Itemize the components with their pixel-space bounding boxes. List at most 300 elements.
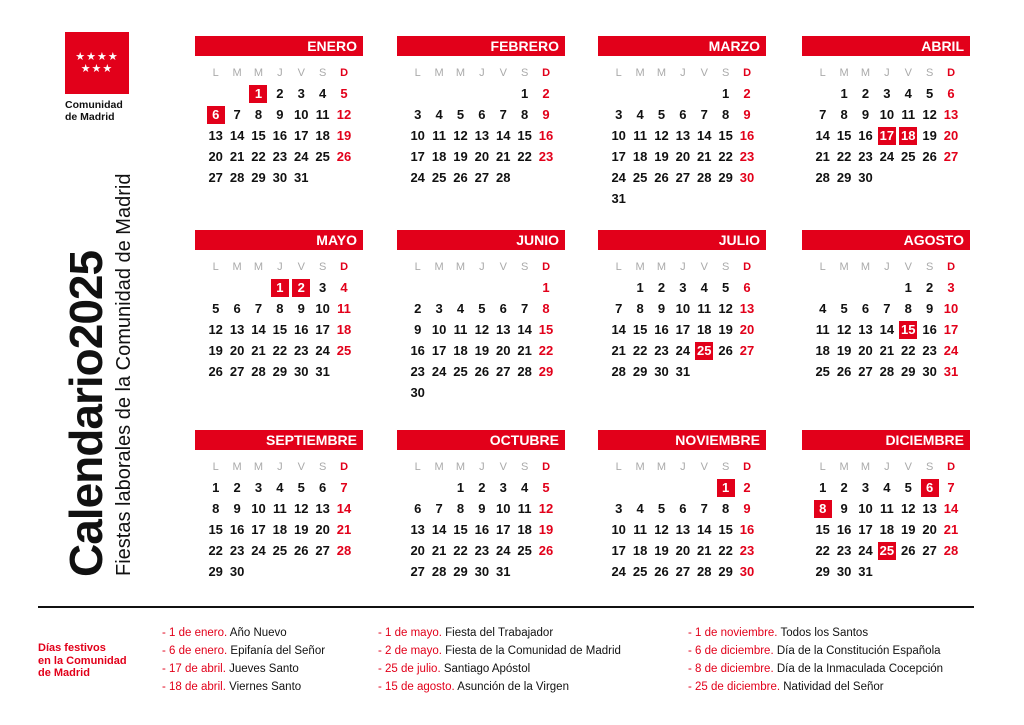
day-number: 1 (840, 86, 848, 101)
day-number: 9 (743, 107, 751, 122)
day-number: 26 (922, 149, 937, 164)
day-number: 6 (947, 86, 955, 101)
day-number: 26 (901, 543, 916, 558)
holiday-day (269, 279, 290, 297)
day (514, 128, 535, 143)
day-number: 24 (431, 364, 447, 379)
day (226, 543, 247, 558)
day-number: 21 (431, 543, 447, 558)
day-number: 1 (542, 280, 550, 295)
day (407, 170, 428, 185)
day (736, 301, 757, 316)
day-number: 19 (654, 543, 669, 558)
day (898, 364, 919, 379)
day (291, 543, 312, 558)
day (312, 501, 333, 516)
logo-text (65, 100, 131, 123)
day (205, 343, 226, 358)
day-number: 24 (410, 170, 425, 185)
day-number: 14 (815, 128, 830, 143)
day (407, 501, 428, 516)
day (812, 543, 833, 558)
day-number: 3 (297, 86, 305, 101)
day-number: 20 (943, 128, 959, 143)
month-diciembre (802, 430, 970, 582)
day (629, 522, 650, 537)
day-number: 22 (836, 149, 852, 164)
day (333, 480, 354, 495)
day (833, 343, 854, 358)
day-number: 27 (496, 364, 511, 379)
day-number: 16 (474, 522, 490, 537)
day-number: 3 (861, 480, 870, 495)
day (333, 501, 354, 516)
day (833, 301, 854, 316)
day-number: 27 (858, 364, 873, 379)
day-number: 6 (743, 280, 751, 295)
day (471, 501, 492, 516)
day-number: 31 (496, 564, 511, 579)
day (629, 149, 650, 164)
day (428, 149, 449, 164)
day-number: 14 (697, 522, 712, 537)
day-number: 11 (697, 301, 712, 316)
day-number: 15 (272, 322, 288, 337)
day-number: 11 (337, 301, 351, 316)
day (428, 322, 449, 337)
day (535, 522, 556, 537)
week-row (205, 277, 363, 298)
week-row (205, 540, 363, 561)
weekday-label: L (819, 260, 826, 273)
day (651, 322, 672, 337)
day (205, 364, 226, 379)
day (736, 322, 757, 337)
day-number: 27 (922, 543, 937, 558)
day-number: 15 (538, 322, 554, 337)
week-row (812, 125, 970, 146)
weekday-label: D (340, 66, 349, 79)
day-number: 13 (675, 522, 691, 537)
weekday-label: M (656, 260, 667, 273)
day-number: 5 (456, 107, 465, 122)
title-word: Calendario (60, 349, 112, 577)
day-number: 2 (478, 480, 486, 495)
day (450, 149, 471, 164)
weekday-label: M (232, 66, 242, 79)
day (919, 107, 940, 122)
day-number: 2 (276, 86, 284, 101)
day (608, 564, 629, 579)
day-number: 11 (901, 107, 916, 122)
day (312, 322, 333, 337)
day-number: 25 (315, 149, 330, 164)
weekday-label: L (212, 460, 219, 473)
day (205, 501, 226, 516)
day (876, 107, 897, 122)
day-number: 2 (414, 301, 422, 316)
day-number: 24 (675, 343, 691, 358)
day (535, 86, 556, 101)
day (269, 86, 290, 101)
day (608, 501, 629, 516)
day-number: 16 (229, 522, 245, 537)
day-number: 27 (410, 564, 425, 579)
week-row (608, 146, 766, 167)
day-number: 4 (276, 480, 284, 495)
day-number: 27 (675, 564, 691, 579)
day-number: 1 (722, 86, 730, 101)
day (812, 322, 833, 337)
day-number: 5 (340, 86, 348, 101)
day-number: 15 (718, 128, 733, 143)
day-number: 9 (657, 301, 666, 316)
day (248, 501, 269, 516)
day-number: 21 (943, 522, 959, 537)
day-number: 25 (336, 343, 352, 358)
day-number: 15 (517, 128, 532, 143)
day (672, 280, 693, 295)
day (333, 543, 354, 558)
week-row (608, 83, 766, 104)
day (672, 364, 693, 379)
weekday-label: M (455, 66, 466, 79)
day (715, 107, 736, 122)
day-number: 10 (410, 128, 425, 143)
day (608, 343, 629, 358)
day-number: 19 (901, 522, 916, 537)
day-number: 29 (815, 564, 830, 579)
day (629, 301, 650, 316)
day-number: 13 (943, 107, 959, 122)
day (269, 480, 290, 495)
day (450, 564, 471, 579)
weekday-label: M (635, 260, 645, 273)
day-number: 9 (414, 322, 422, 337)
day-number: 8 (636, 301, 644, 316)
day (715, 543, 736, 558)
holiday-column-2 (378, 624, 621, 696)
week-row (812, 319, 970, 340)
day (940, 343, 961, 358)
holiday-name: Fiesta del Trabajador (445, 627, 554, 639)
day-number: 4 (319, 86, 327, 101)
day (898, 522, 919, 537)
week-row (812, 561, 970, 582)
day (855, 128, 876, 143)
weekday-label: J (680, 260, 686, 273)
day-number: 6 (499, 301, 507, 316)
day (876, 480, 897, 495)
day (471, 343, 492, 358)
month-grid (598, 456, 766, 582)
day-number: 1 (904, 280, 912, 295)
day (471, 149, 492, 164)
weekday-label: L (414, 460, 421, 473)
day-number: 14 (697, 128, 712, 143)
holiday-item (688, 624, 943, 642)
day-number: 4 (819, 301, 827, 316)
day-number: 23 (538, 149, 554, 164)
day-number: 6 (921, 479, 939, 497)
day-number: 20 (474, 149, 490, 164)
day-number: 16 (739, 522, 755, 537)
month-title: DICIEMBRE (802, 430, 970, 450)
day-number: 1 (249, 85, 267, 103)
day (898, 301, 919, 316)
holiday-date: - 1 de enero. (162, 627, 228, 639)
weekday-header (407, 256, 565, 277)
comunidad-madrid-logo (65, 32, 131, 123)
holiday-item (688, 660, 943, 678)
day (608, 170, 629, 185)
day-number: 31 (675, 364, 691, 379)
day (535, 301, 556, 316)
day (715, 522, 736, 537)
weekday-label: V (297, 460, 305, 473)
weekday-label: J (277, 260, 283, 273)
weekday-label: D (743, 260, 752, 273)
day (736, 107, 757, 122)
day-number: 2 (743, 480, 751, 495)
month-grid (397, 256, 565, 403)
day (694, 149, 715, 164)
day-number: 7 (233, 107, 241, 122)
day (651, 343, 672, 358)
week-row (205, 146, 363, 167)
weekday-label: M (253, 260, 264, 273)
month-grid (195, 456, 363, 582)
day (940, 322, 961, 337)
day-number: 21 (697, 543, 712, 558)
weekday-label: V (700, 260, 708, 273)
week-row (407, 477, 565, 498)
day-number: 20 (858, 343, 873, 358)
weekday-label: S (318, 66, 327, 79)
day-number: 10 (858, 501, 873, 516)
day-number: 1 (636, 280, 644, 295)
weekday-label: L (414, 66, 421, 79)
day (269, 107, 290, 122)
day (833, 86, 854, 101)
day-number: 19 (474, 343, 490, 358)
weekday-label: D (340, 460, 349, 473)
day-number: 24 (496, 543, 511, 558)
day (514, 301, 535, 316)
day-number: 16 (272, 128, 288, 143)
day-number: 5 (840, 301, 848, 316)
day (471, 522, 492, 537)
day (833, 128, 854, 143)
week-row (812, 146, 970, 167)
day (312, 343, 333, 358)
day-number: 25 (431, 170, 447, 185)
day (672, 128, 693, 143)
day (876, 301, 897, 316)
day-number: 25 (632, 564, 648, 579)
holiday-date: - 6 de enero. (162, 645, 228, 657)
day (833, 501, 854, 516)
weekday-header (812, 62, 970, 83)
day (898, 107, 919, 122)
day (940, 107, 961, 122)
day-number: 30 (272, 170, 288, 185)
day (471, 170, 492, 185)
day-number: 20 (675, 149, 691, 164)
day-number: 7 (700, 107, 708, 122)
day (672, 149, 693, 164)
weekday-header (812, 456, 970, 477)
day (736, 170, 757, 185)
week-row (407, 519, 565, 540)
day (248, 149, 269, 164)
day-number: 21 (496, 149, 511, 164)
day-number: 24 (611, 170, 626, 185)
holiday-day (876, 542, 897, 560)
day-number: 13 (208, 128, 223, 143)
day (514, 343, 535, 358)
day-number: 14 (879, 322, 895, 337)
day (715, 280, 736, 295)
day-number: 7 (700, 501, 708, 516)
day-number: 31 (315, 364, 330, 379)
day (535, 501, 556, 516)
day (715, 322, 736, 337)
day-number: 30 (229, 564, 245, 579)
holiday-column-1 (162, 624, 325, 696)
day (493, 564, 514, 579)
weekday-label: J (479, 260, 485, 273)
weekday-label: S (721, 66, 730, 79)
week-row (812, 540, 970, 561)
month-title: FEBRERO (397, 36, 565, 56)
day (226, 480, 247, 495)
day-number: 14 (496, 128, 511, 143)
day (919, 280, 940, 295)
day-number: 15 (208, 522, 223, 537)
month-noviembre (598, 430, 766, 582)
day-number: 31 (943, 364, 959, 379)
week-row (608, 104, 766, 125)
legend-title-line-1: Días festivos (38, 642, 106, 654)
day (291, 480, 312, 495)
day (312, 149, 333, 164)
day-number: 16 (858, 128, 873, 143)
logo-text-line-2: de Madrid (65, 110, 115, 123)
day-number: 17 (675, 322, 691, 337)
day-number: 2 (292, 279, 310, 297)
day (312, 280, 333, 295)
weekday-label: M (656, 460, 667, 473)
day-number: 28 (336, 543, 352, 558)
holiday-date: - 8 de diciembre. (688, 663, 774, 675)
week-row (608, 188, 766, 209)
month-septiembre (195, 430, 363, 582)
day (312, 86, 333, 101)
day (672, 501, 693, 516)
day (205, 564, 226, 579)
day-number: 15 (251, 128, 266, 143)
weekday-label: D (947, 66, 956, 79)
day-number: 8 (840, 107, 848, 122)
day-number: 13 (739, 301, 755, 316)
day (248, 543, 269, 558)
holiday-date: - 15 de agosto. (378, 681, 455, 693)
day-number: 9 (542, 107, 550, 122)
week-row (608, 498, 766, 519)
day-number: 9 (478, 501, 486, 516)
day (493, 522, 514, 537)
weekday-label: J (680, 460, 686, 473)
day-number: 11 (315, 107, 330, 122)
day-number: 2 (861, 86, 870, 101)
day (651, 107, 672, 122)
day-number: 8 (722, 501, 730, 516)
day-number: 10 (294, 107, 309, 122)
month-title: JUNIO (397, 230, 565, 250)
day-number: 23 (654, 343, 669, 358)
day (812, 149, 833, 164)
day (833, 522, 854, 537)
day (833, 322, 854, 337)
day-number: 8 (722, 107, 730, 122)
day-number: 22 (538, 343, 554, 358)
day (736, 564, 757, 579)
day (876, 343, 897, 358)
week-row (407, 125, 565, 146)
day (855, 301, 876, 316)
holiday-item (162, 624, 325, 642)
week-row (205, 298, 363, 319)
day-number: 5 (212, 301, 220, 316)
day-number: 3 (883, 86, 891, 101)
holiday-item (688, 678, 943, 696)
day-number: 18 (632, 543, 648, 558)
day (291, 343, 312, 358)
day-number: 21 (229, 149, 245, 164)
day-number: 12 (922, 107, 937, 122)
weekday-label: M (434, 260, 444, 273)
day-number: 26 (453, 170, 468, 185)
day-number: 26 (208, 364, 223, 379)
day (694, 301, 715, 316)
weekday-label: S (925, 66, 934, 79)
legend-title (38, 642, 158, 680)
day-number: 2 (840, 480, 848, 495)
day (312, 543, 333, 558)
day-number: 6 (861, 301, 870, 316)
day (876, 86, 897, 101)
month-grid (598, 256, 766, 382)
week-row (205, 125, 363, 146)
month-marzo (598, 36, 766, 209)
day-number: 12 (718, 301, 733, 316)
weekday-label: M (434, 66, 444, 79)
month-title: ABRIL (802, 36, 970, 56)
week-row (205, 477, 363, 498)
day (812, 522, 833, 537)
day (205, 301, 226, 316)
day-number: 22 (718, 149, 733, 164)
holiday-name: Natividad del Señor (783, 681, 884, 693)
week-row (608, 319, 766, 340)
day-number: 19 (922, 128, 937, 143)
month-abril (802, 36, 970, 188)
holiday-name: Jueves Santo (229, 663, 299, 675)
day (608, 322, 629, 337)
day-number: 18 (879, 522, 895, 537)
day (715, 149, 736, 164)
